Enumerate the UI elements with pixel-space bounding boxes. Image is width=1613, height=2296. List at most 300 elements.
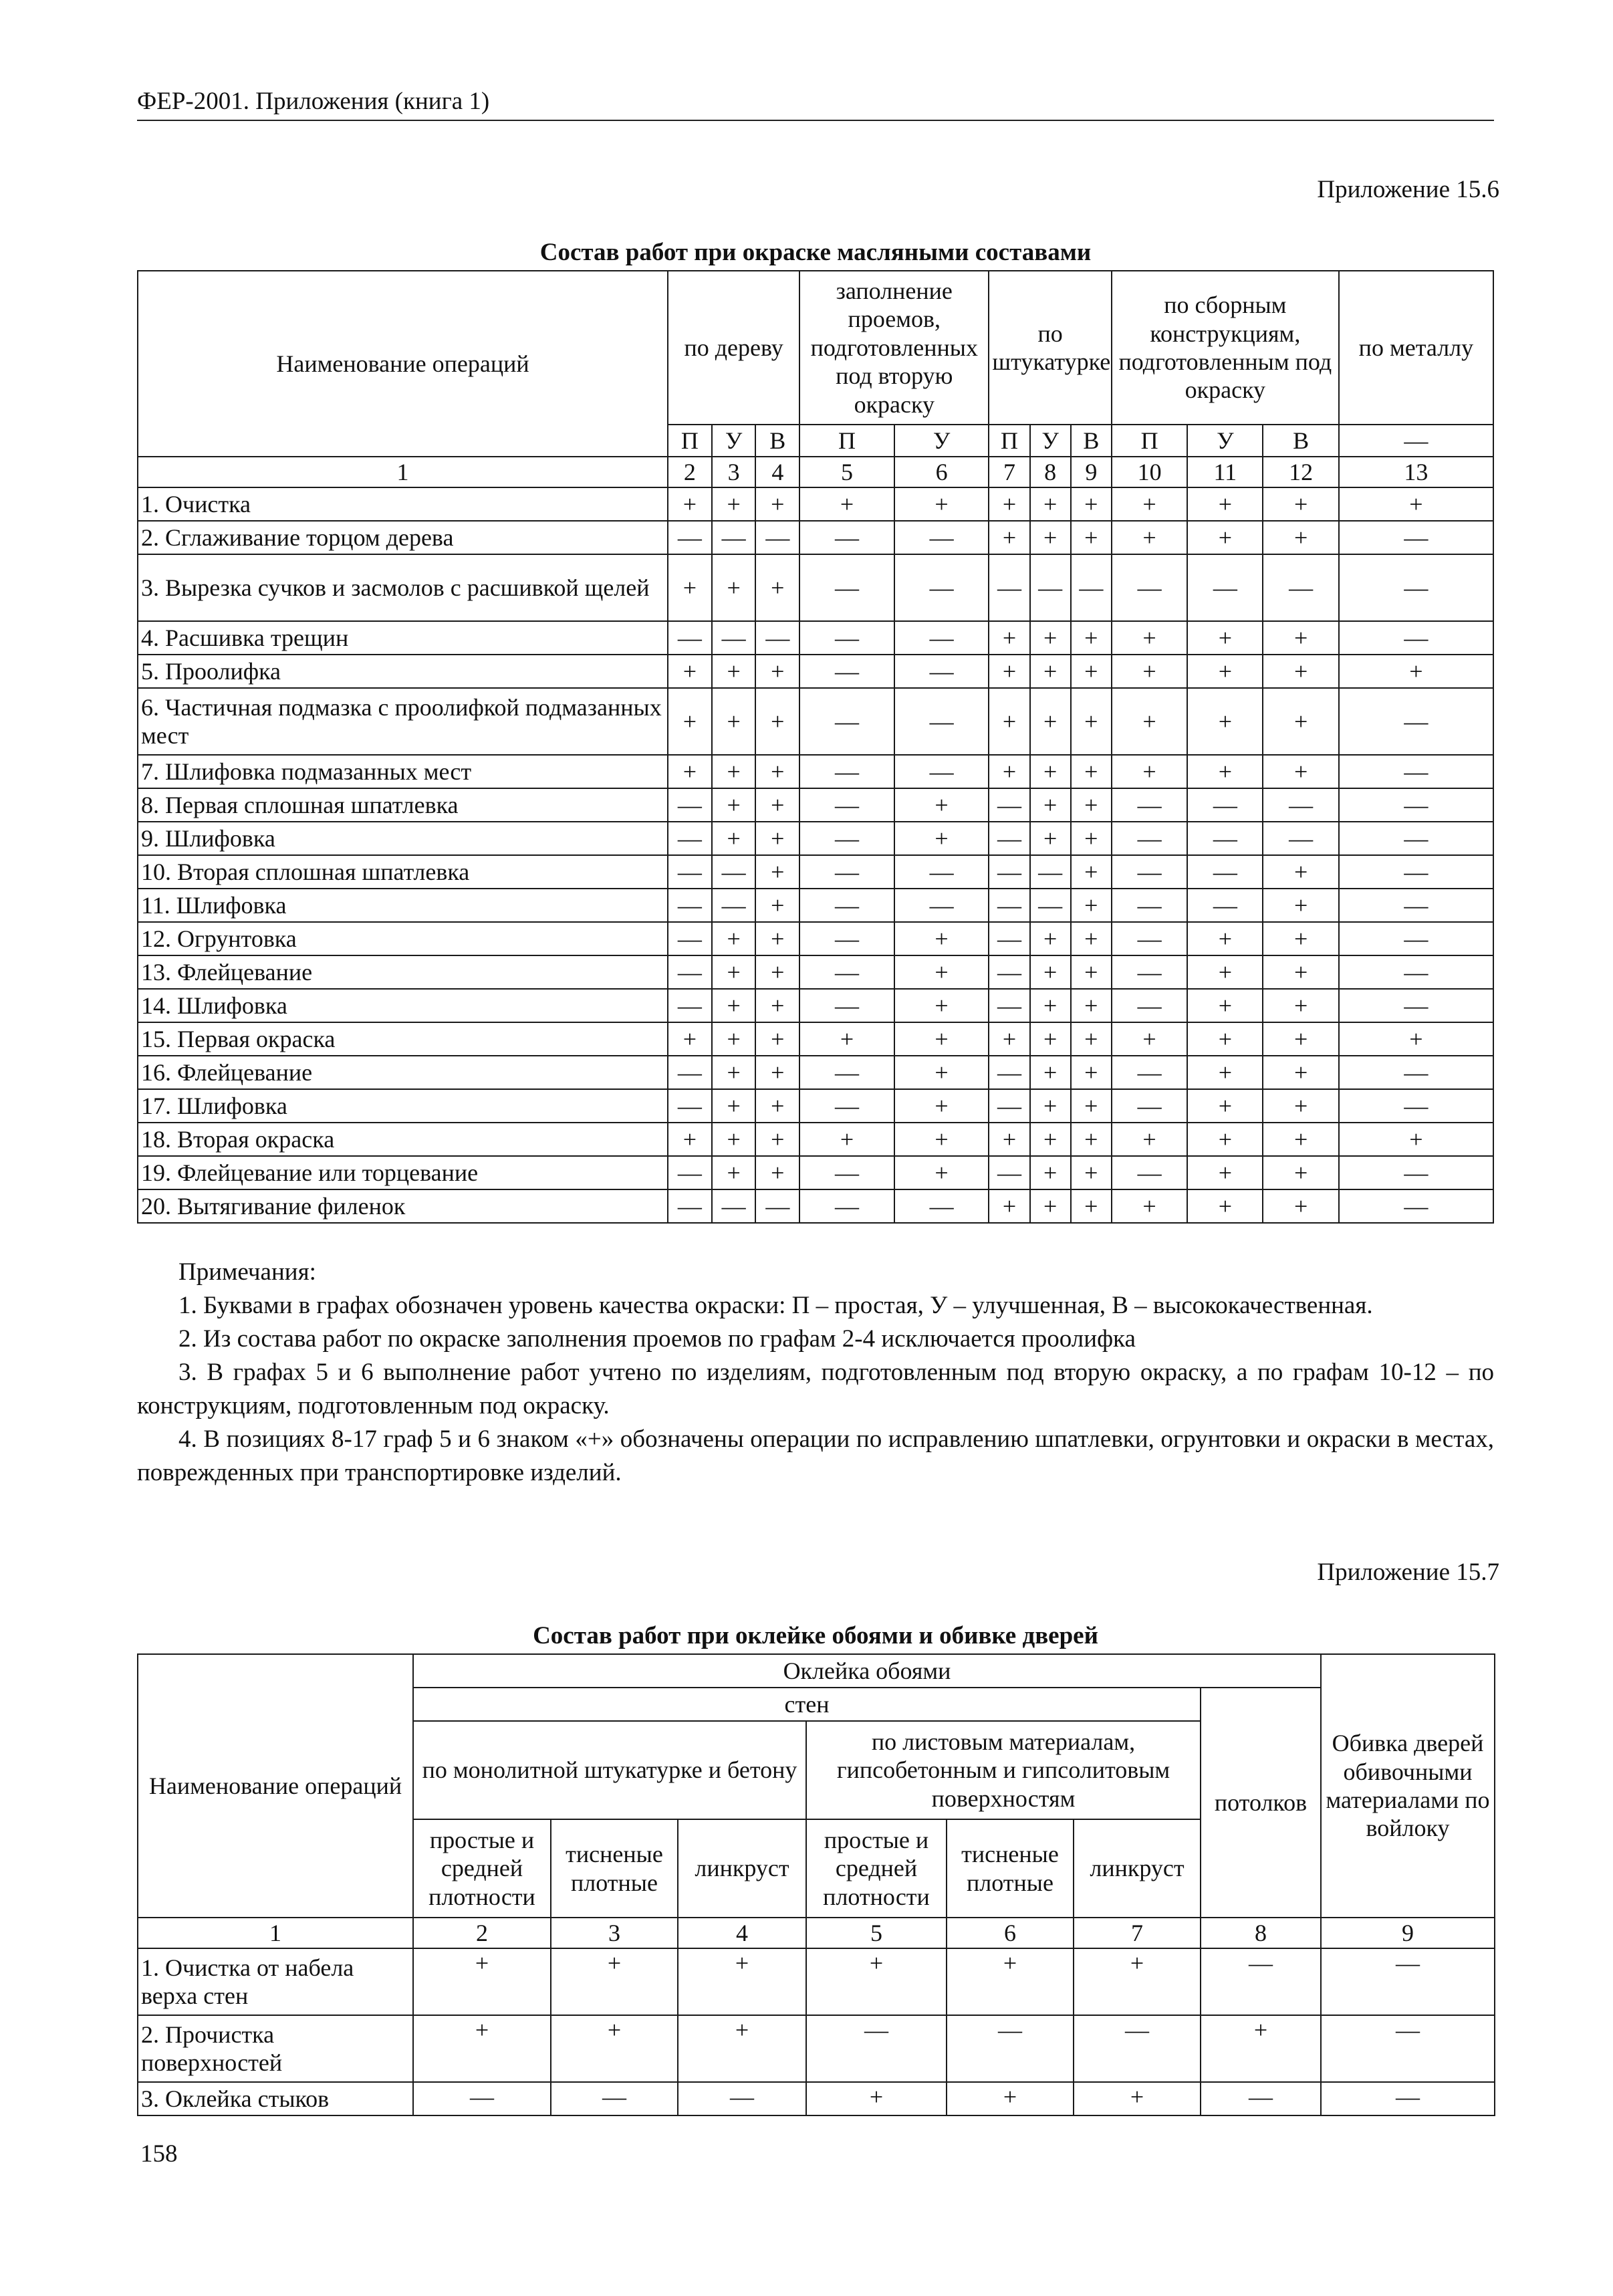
- table-row: [138, 822, 1493, 855]
- table-row: [138, 655, 1493, 688]
- mark-cell: —: [1112, 955, 1187, 989]
- operation-name: 17. Шлифовка: [138, 1089, 668, 1123]
- mark-cell: +: [1112, 621, 1187, 655]
- mark-cell: —: [1112, 1156, 1187, 1189]
- mark-cell: —: [668, 1089, 712, 1123]
- mark-cell: —: [1339, 955, 1493, 989]
- mark-cell: —: [894, 655, 989, 688]
- mark-cell: —: [799, 889, 894, 922]
- mark-cell: +: [1030, 1189, 1071, 1223]
- mark-cell: +: [755, 1156, 799, 1189]
- table-row: [138, 755, 1493, 788]
- mark-cell: +: [755, 554, 799, 621]
- column-number-cell: 2: [668, 457, 712, 487]
- mark-cell: +: [712, 788, 756, 822]
- mark-cell: —: [1112, 889, 1187, 922]
- mark-cell: —: [1339, 1056, 1493, 1089]
- mark-cell: +: [989, 487, 1029, 521]
- header-wallpaper: Оклейка обоями: [413, 1654, 1321, 1688]
- mark-cell: —: [1201, 2082, 1321, 2115]
- mark-cell: —: [799, 655, 894, 688]
- mark-cell: —: [989, 855, 1029, 889]
- mark-cell: +: [668, 755, 712, 788]
- mark-cell: +: [1071, 822, 1112, 855]
- mark-cell: +: [1339, 1123, 1493, 1156]
- column-number-cell: 6: [947, 1918, 1074, 1948]
- mark-cell: +: [755, 889, 799, 922]
- mark-cell: —: [1339, 822, 1493, 855]
- mark-cell: —: [1339, 554, 1493, 621]
- mark-cell: +: [712, 755, 756, 788]
- operation-name: 14. Шлифовка: [138, 989, 668, 1022]
- column-number-cell: 2: [413, 1918, 551, 1948]
- header-wood: по дереву: [668, 271, 799, 425]
- mark-cell: +: [1263, 1022, 1338, 1056]
- mark-cell: —: [1112, 855, 1187, 889]
- mark-cell: —: [1321, 2082, 1495, 2115]
- mark-cell: +: [1187, 621, 1263, 655]
- column-number-cell: 1: [138, 1918, 413, 1948]
- mark-cell: —: [799, 1156, 894, 1189]
- mark-cell: +: [947, 2082, 1074, 2115]
- column-number-cell: 1: [138, 457, 668, 487]
- mark-cell: +: [894, 1089, 989, 1123]
- mark-cell: —: [894, 521, 989, 554]
- mark-cell: +: [894, 1156, 989, 1189]
- mark-cell: —: [1339, 688, 1493, 755]
- header-sheet-materials: по листовым материалам, гипсобетонным и гипсолитовым поверхностям: [806, 1721, 1201, 1819]
- mark-cell: +: [755, 989, 799, 1022]
- t2-header-operation-name: Наименование операций: [138, 1654, 413, 1918]
- mark-cell: +: [1030, 922, 1071, 955]
- mark-cell: —: [989, 1056, 1029, 1089]
- mark-cell: +: [1071, 922, 1112, 955]
- operation-name: 12. Огрунтовка: [138, 922, 668, 955]
- mark-cell: +: [755, 1056, 799, 1089]
- header-walls: стен: [413, 1688, 1201, 1721]
- operation-name: 16. Флейцевание: [138, 1056, 668, 1089]
- table-row: [138, 2015, 1495, 2082]
- mark-cell: +: [1339, 487, 1493, 521]
- column-number-cell: 7: [1074, 1918, 1201, 1948]
- mark-cell: +: [1112, 1022, 1187, 1056]
- mark-cell: +: [1187, 1022, 1263, 1056]
- mark-cell: —: [668, 822, 712, 855]
- mark-cell: +: [1263, 1156, 1338, 1189]
- mark-cell: +: [1071, 1156, 1112, 1189]
- notes-title: Примечания:: [178, 1258, 316, 1286]
- mark-cell: +: [755, 855, 799, 889]
- mark-cell: +: [668, 487, 712, 521]
- mark-cell: +: [1030, 1156, 1071, 1189]
- mark-cell: +: [1030, 755, 1071, 788]
- mark-cell: —: [989, 554, 1029, 621]
- mark-cell: +: [755, 487, 799, 521]
- mark-cell: —: [1071, 554, 1112, 621]
- page-number: 158: [140, 2140, 178, 2168]
- quality-level-cell: П: [799, 425, 894, 457]
- header-simple-2: простые и средней плотности: [806, 1819, 947, 1918]
- table-row: [138, 621, 1493, 655]
- table-row: [138, 1056, 1493, 1089]
- mark-cell: —: [712, 889, 756, 922]
- mark-cell: —: [1187, 855, 1263, 889]
- mark-cell: +: [989, 655, 1029, 688]
- mark-cell: +: [1112, 487, 1187, 521]
- mark-cell: —: [755, 621, 799, 655]
- mark-cell: +: [712, 1022, 756, 1056]
- mark-cell: +: [1187, 955, 1263, 989]
- operation-name: 20. Вытягивание филенок: [138, 1189, 668, 1223]
- mark-cell: —: [947, 2015, 1074, 2082]
- mark-cell: +: [1071, 955, 1112, 989]
- mark-cell: +: [1187, 655, 1263, 688]
- mark-cell: —: [989, 1156, 1029, 1189]
- mark-cell: —: [799, 755, 894, 788]
- mark-cell: +: [1071, 1022, 1112, 1056]
- mark-cell: —: [1263, 554, 1338, 621]
- mark-cell: +: [799, 487, 894, 521]
- table-row: [138, 989, 1493, 1022]
- mark-cell: —: [668, 1056, 712, 1089]
- mark-cell: —: [1339, 922, 1493, 955]
- mark-cell: +: [712, 955, 756, 989]
- mark-cell: —: [1187, 889, 1263, 922]
- mark-cell: +: [894, 822, 989, 855]
- mark-cell: —: [1263, 822, 1338, 855]
- mark-cell: +: [1112, 521, 1187, 554]
- mark-cell: +: [1112, 655, 1187, 688]
- note-2: 2. Из состава работ по окраске заполнения проемов по графам 2-4 исключается проолифка: [178, 1325, 1136, 1353]
- mark-cell: +: [1071, 1189, 1112, 1223]
- mark-cell: —: [668, 621, 712, 655]
- mark-cell: +: [712, 1123, 756, 1156]
- operation-name: 5. Проолифка: [138, 655, 668, 688]
- header-monolithic: по монолитной штукатурке и бетону: [413, 1721, 806, 1819]
- mark-cell: —: [894, 554, 989, 621]
- header-plaster: по штукатурке: [989, 271, 1112, 425]
- quality-level-cell: В: [755, 425, 799, 457]
- mark-cell: +: [894, 922, 989, 955]
- mark-cell: —: [1339, 889, 1493, 922]
- mark-cell: +: [1263, 922, 1338, 955]
- mark-cell: +: [1187, 688, 1263, 755]
- quality-level-cell: У: [894, 425, 989, 457]
- column-number-cell: 11: [1187, 457, 1263, 487]
- mark-cell: —: [668, 989, 712, 1022]
- mark-cell: —: [712, 1189, 756, 1223]
- mark-cell: +: [1074, 1948, 1201, 2015]
- mark-cell: —: [1201, 1948, 1321, 2015]
- column-number-cell: 10: [1112, 457, 1187, 487]
- mark-cell: +: [799, 1022, 894, 1056]
- column-number-cell: 8: [1201, 1918, 1321, 1948]
- mark-cell: —: [712, 521, 756, 554]
- operation-name: 6. Частичная подмазка с проолифкой подмазанных мест: [138, 688, 668, 755]
- mark-cell: +: [413, 1948, 551, 2015]
- mark-cell: +: [755, 922, 799, 955]
- mark-cell: +: [755, 788, 799, 822]
- mark-cell: —: [989, 989, 1029, 1022]
- mark-cell: +: [894, 487, 989, 521]
- mark-cell: +: [1030, 1022, 1071, 1056]
- t2-header-row-column-numbers: [138, 1918, 1495, 1948]
- table-row: [138, 688, 1493, 755]
- column-number-cell: 3: [712, 457, 756, 487]
- mark-cell: —: [1074, 2015, 1201, 2082]
- mark-cell: +: [551, 1948, 678, 2015]
- mark-cell: —: [668, 889, 712, 922]
- mark-cell: +: [755, 1022, 799, 1056]
- mark-cell: +: [712, 1089, 756, 1123]
- mark-cell: +: [1187, 1123, 1263, 1156]
- mark-cell: +: [1030, 1123, 1071, 1156]
- mark-cell: +: [1187, 922, 1263, 955]
- mark-cell: +: [1074, 2082, 1201, 2115]
- column-number-cell: 4: [755, 457, 799, 487]
- mark-cell: +: [755, 955, 799, 989]
- mark-cell: +: [1071, 521, 1112, 554]
- mark-cell: —: [989, 889, 1029, 922]
- mark-cell: —: [799, 955, 894, 989]
- header-metal: по металлу: [1339, 271, 1493, 425]
- mark-cell: +: [1263, 521, 1338, 554]
- table-row: [138, 2082, 1495, 2115]
- mark-cell: +: [1030, 487, 1071, 521]
- mark-cell: —: [712, 621, 756, 655]
- mark-cell: +: [1071, 755, 1112, 788]
- mark-cell: —: [1187, 822, 1263, 855]
- mark-cell: +: [712, 989, 756, 1022]
- mark-cell: +: [894, 788, 989, 822]
- mark-cell: —: [894, 688, 989, 755]
- table-row: [138, 855, 1493, 889]
- mark-cell: —: [1112, 1089, 1187, 1123]
- wallpaper-table-body: [138, 1948, 1495, 2115]
- mark-cell: +: [1201, 2015, 1321, 2082]
- mark-cell: —: [678, 2082, 806, 2115]
- mark-cell: +: [1071, 889, 1112, 922]
- header-simple-1: простые и средней плотности: [413, 1819, 551, 1918]
- mark-cell: +: [1263, 1123, 1338, 1156]
- mark-cell: +: [894, 1056, 989, 1089]
- mark-cell: —: [1339, 989, 1493, 1022]
- column-number-cell: 6: [894, 457, 989, 487]
- mark-cell: —: [1030, 855, 1071, 889]
- mark-cell: —: [989, 1089, 1029, 1123]
- mark-cell: —: [894, 855, 989, 889]
- table-row: [138, 788, 1493, 822]
- mark-cell: +: [712, 1056, 756, 1089]
- column-number-cell: 8: [1030, 457, 1071, 487]
- mark-cell: +: [1071, 989, 1112, 1022]
- mark-cell: +: [1071, 1056, 1112, 1089]
- mark-cell: +: [1071, 487, 1112, 521]
- mark-cell: —: [799, 989, 894, 1022]
- mark-cell: —: [806, 2015, 947, 2082]
- header-prefab: по сборным конструкциям, подготовленным под окраску: [1112, 271, 1339, 425]
- header-openings: заполнение проемов, подготовленных под вторую окраску: [799, 271, 989, 425]
- mark-cell: —: [755, 521, 799, 554]
- table-row: [138, 1156, 1493, 1189]
- header-row-groups: [138, 271, 1493, 425]
- mark-cell: —: [799, 822, 894, 855]
- mark-cell: +: [712, 554, 756, 621]
- mark-cell: —: [1112, 788, 1187, 822]
- table-row: [138, 1022, 1493, 1056]
- mark-cell: +: [413, 2015, 551, 2082]
- mark-cell: —: [989, 788, 1029, 822]
- mark-cell: +: [1030, 521, 1071, 554]
- mark-cell: +: [668, 655, 712, 688]
- operation-name: 15. Первая окраска: [138, 1022, 668, 1056]
- mark-cell: —: [799, 554, 894, 621]
- mark-cell: +: [678, 1948, 806, 2015]
- mark-cell: —: [668, 955, 712, 989]
- mark-cell: +: [1263, 1056, 1338, 1089]
- mark-cell: +: [755, 1123, 799, 1156]
- mark-cell: —: [1030, 889, 1071, 922]
- operation-name: 3. Оклейка стыков: [138, 2082, 413, 2115]
- mark-cell: +: [668, 554, 712, 621]
- mark-cell: +: [989, 521, 1029, 554]
- mark-cell: +: [1263, 889, 1338, 922]
- mark-cell: +: [894, 1123, 989, 1156]
- quality-level-cell: П: [668, 425, 712, 457]
- column-number-cell: 9: [1321, 1918, 1495, 1948]
- operation-name: 11. Шлифовка: [138, 889, 668, 922]
- mark-cell: —: [1112, 822, 1187, 855]
- quality-level-cell: —: [1339, 425, 1493, 457]
- mark-cell: —: [1187, 788, 1263, 822]
- mark-cell: +: [1030, 1056, 1071, 1089]
- mark-cell: +: [989, 755, 1029, 788]
- mark-cell: —: [799, 855, 894, 889]
- mark-cell: +: [1071, 788, 1112, 822]
- operation-name: 9. Шлифовка: [138, 822, 668, 855]
- mark-cell: —: [551, 2082, 678, 2115]
- operation-name: 1. Очистка от набела верха стен: [138, 1948, 413, 2015]
- mark-cell: +: [989, 688, 1029, 755]
- mark-cell: +: [806, 2082, 947, 2115]
- table-row: [138, 521, 1493, 554]
- mark-cell: +: [894, 1022, 989, 1056]
- mark-cell: +: [1187, 755, 1263, 788]
- mark-cell: +: [1263, 1089, 1338, 1123]
- mark-cell: +: [1263, 989, 1338, 1022]
- mark-cell: —: [799, 521, 894, 554]
- column-number-cell: 5: [806, 1918, 947, 1948]
- column-number-cell: 4: [678, 1918, 806, 1948]
- mark-cell: +: [712, 922, 756, 955]
- painting-operations-table: [137, 270, 1494, 1224]
- mark-cell: +: [1187, 487, 1263, 521]
- mark-cell: +: [989, 1022, 1029, 1056]
- mark-cell: +: [1030, 989, 1071, 1022]
- column-number-cell: 3: [551, 1918, 678, 1948]
- table-row: [138, 1089, 1493, 1123]
- mark-cell: +: [1112, 755, 1187, 788]
- mark-cell: —: [799, 788, 894, 822]
- mark-cell: +: [755, 822, 799, 855]
- mark-cell: +: [1071, 688, 1112, 755]
- mark-cell: —: [1112, 922, 1187, 955]
- operation-name: 2. Прочистка поверхностей: [138, 2015, 413, 2082]
- mark-cell: —: [413, 2082, 551, 2115]
- operation-name: 2. Сглаживание торцом дерева: [138, 521, 668, 554]
- mark-cell: —: [1339, 621, 1493, 655]
- mark-cell: +: [947, 1948, 1074, 2015]
- mark-cell: +: [1071, 621, 1112, 655]
- mark-cell: +: [894, 955, 989, 989]
- mark-cell: +: [1187, 1089, 1263, 1123]
- mark-cell: —: [1339, 788, 1493, 822]
- mark-cell: +: [1263, 755, 1338, 788]
- mark-cell: +: [551, 2015, 678, 2082]
- header-embossed-1: тисненые плотные: [551, 1819, 678, 1918]
- mark-cell: +: [1030, 822, 1071, 855]
- operation-name: 1. Очистка: [138, 487, 668, 521]
- appendix-label-15-6: Приложение 15.6: [1317, 176, 1499, 203]
- mark-cell: —: [1339, 1156, 1493, 1189]
- header-door-upholstery: Обивка дверей обивочными материалами по войлоку: [1321, 1654, 1495, 1918]
- table-row: [138, 922, 1493, 955]
- mark-cell: +: [989, 621, 1029, 655]
- mark-cell: +: [1071, 1089, 1112, 1123]
- mark-cell: —: [1339, 755, 1493, 788]
- mark-cell: +: [799, 1123, 894, 1156]
- mark-cell: —: [1339, 1089, 1493, 1123]
- mark-cell: —: [894, 889, 989, 922]
- mark-cell: —: [668, 1189, 712, 1223]
- header-row-column-numbers: [138, 457, 1493, 487]
- mark-cell: —: [799, 1056, 894, 1089]
- painting-table-body: [138, 487, 1493, 1223]
- mark-cell: +: [894, 989, 989, 1022]
- table-row: [138, 1123, 1493, 1156]
- header-operation-name: Наименование операций: [138, 271, 668, 457]
- note-1: 1. Буквами в графах обозначен уровень качества окраски: П – простая, У – улучшенная, В – высококачественная.: [178, 1292, 1373, 1319]
- mark-cell: —: [989, 822, 1029, 855]
- table-row: [138, 554, 1493, 621]
- table-row: [138, 1948, 1495, 2015]
- operation-name: 7. Шлифовка подмазанных мест: [138, 755, 668, 788]
- header-lincrusta-2: линкруст: [1074, 1819, 1201, 1918]
- mark-cell: +: [1339, 655, 1493, 688]
- mark-cell: +: [1030, 1089, 1071, 1123]
- mark-cell: —: [668, 521, 712, 554]
- mark-cell: +: [1030, 688, 1071, 755]
- mark-cell: +: [1263, 487, 1338, 521]
- mark-cell: +: [1187, 521, 1263, 554]
- mark-cell: —: [1321, 2015, 1495, 2082]
- column-number-cell: 9: [1071, 457, 1112, 487]
- mark-cell: +: [1263, 688, 1338, 755]
- mark-cell: —: [799, 1189, 894, 1223]
- mark-cell: +: [1030, 621, 1071, 655]
- mark-cell: +: [1263, 1189, 1338, 1223]
- mark-cell: —: [1339, 855, 1493, 889]
- table-row: [138, 1189, 1493, 1223]
- mark-cell: +: [668, 688, 712, 755]
- mark-cell: +: [989, 1123, 1029, 1156]
- mark-cell: +: [1187, 1156, 1263, 1189]
- mark-cell: +: [712, 655, 756, 688]
- quality-level-cell: П: [1112, 425, 1187, 457]
- mark-cell: +: [1030, 955, 1071, 989]
- quality-level-cell: В: [1263, 425, 1338, 457]
- mark-cell: —: [1112, 554, 1187, 621]
